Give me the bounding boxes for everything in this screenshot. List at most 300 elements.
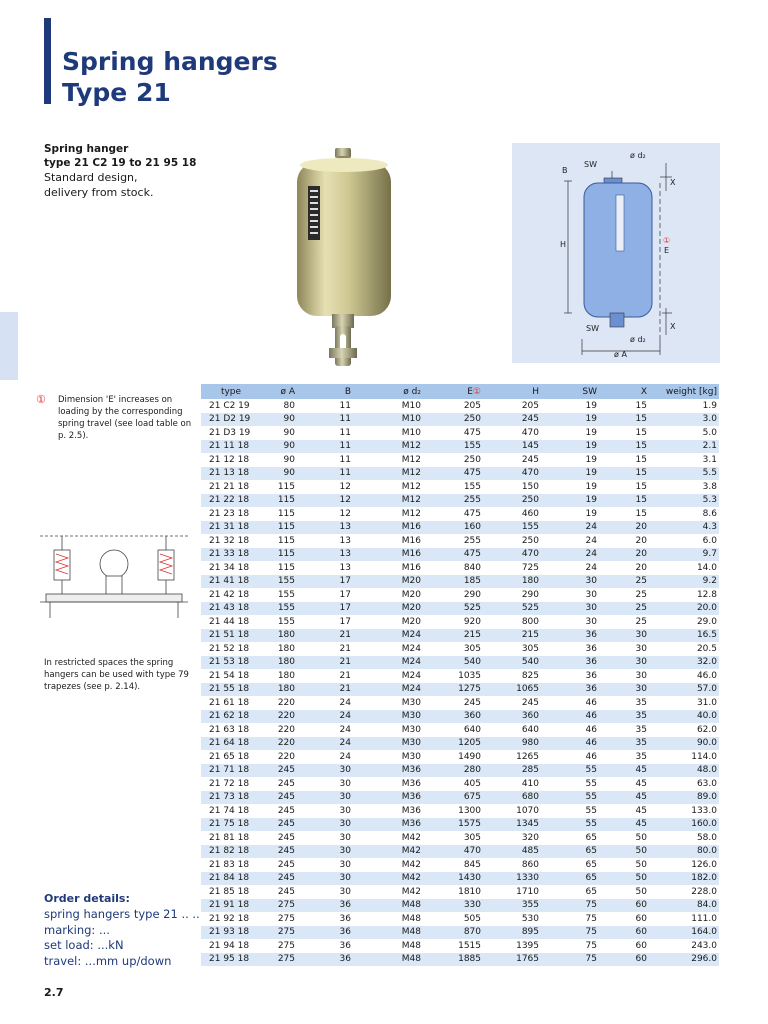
cell-weight: 5.0 bbox=[702, 427, 717, 438]
cell-d2: M10 bbox=[353, 413, 423, 427]
cell-b: 12 bbox=[297, 494, 353, 508]
cell-weight: 46.0 bbox=[696, 670, 717, 681]
cell-b: 21 bbox=[297, 683, 353, 697]
cell-b: 24 bbox=[297, 737, 353, 751]
table-row bbox=[201, 669, 719, 683]
cell-type: 21 41 18 bbox=[201, 575, 263, 589]
cell-b: 30 bbox=[297, 872, 353, 886]
table-row bbox=[201, 656, 719, 670]
table-row bbox=[201, 413, 719, 427]
cell-x: 15 bbox=[635, 427, 647, 438]
cell-e: 470 bbox=[423, 845, 483, 859]
cell-d2: M48 bbox=[401, 940, 421, 951]
cell-a: 245 bbox=[277, 859, 295, 870]
cell-x: 35 bbox=[599, 710, 649, 724]
cell-weight: 9.2 bbox=[649, 575, 719, 589]
cell-e: 305 bbox=[463, 643, 481, 654]
cell-type: 21 73 18 bbox=[201, 791, 263, 805]
cell-e: 155 bbox=[463, 481, 481, 492]
cell-x: 15 bbox=[635, 508, 647, 519]
cell-b: 12 bbox=[339, 481, 351, 492]
cell-e: 920 bbox=[463, 616, 481, 627]
cell-type: 21 D2 19 bbox=[201, 413, 263, 427]
cell-type: 21 93 18 bbox=[201, 926, 263, 940]
cell-type: 21 C2 19 bbox=[209, 400, 250, 411]
table-row bbox=[201, 602, 719, 616]
table-row bbox=[201, 467, 719, 481]
cell-type: 21 72 18 bbox=[209, 778, 250, 789]
table-row bbox=[201, 521, 719, 535]
cell-x: 30 bbox=[635, 670, 647, 681]
table-row bbox=[201, 588, 719, 602]
cell-e: 1885 bbox=[423, 953, 483, 967]
cell-sw: 36 bbox=[585, 643, 597, 654]
note-trapeze: In restricted spaces the spring hangers can be used with type 79 trapezes (see p. 2.14). bbox=[44, 658, 189, 692]
cell-type: 21 71 18 bbox=[201, 764, 263, 778]
cell-e: 525 bbox=[423, 602, 483, 616]
cell-type: 21 75 18 bbox=[201, 818, 263, 832]
header-a: ø A bbox=[263, 384, 297, 399]
cell-sw: 55 bbox=[541, 818, 599, 832]
cell-weight: 114.0 bbox=[691, 751, 717, 762]
cell-e: 1205 bbox=[423, 737, 483, 751]
table-row bbox=[201, 494, 719, 508]
cell-a: 245 bbox=[263, 845, 297, 859]
cell-sw: 75 bbox=[585, 940, 597, 951]
cell-h: 215 bbox=[483, 629, 541, 643]
cell-d2: M42 bbox=[401, 859, 421, 870]
cell-sw: 46 bbox=[541, 737, 599, 751]
cell-d2: M16 bbox=[353, 548, 423, 562]
cell-h: 145 bbox=[483, 440, 541, 454]
intro-block bbox=[44, 142, 244, 200]
cell-d2: M24 bbox=[401, 670, 421, 681]
order-heading: Order details: bbox=[44, 892, 130, 905]
cell-type: 21 52 18 bbox=[209, 643, 250, 654]
cell-x: 50 bbox=[635, 859, 647, 870]
note-dimension-e bbox=[36, 394, 196, 442]
cell-a: 180 bbox=[263, 629, 297, 643]
cell-a: 115 bbox=[277, 508, 295, 519]
cell-e: 250 bbox=[423, 413, 483, 427]
table-row bbox=[201, 629, 719, 643]
cell-b: 30 bbox=[339, 805, 351, 816]
cell-d2: M16 bbox=[353, 521, 423, 535]
order-details bbox=[44, 891, 204, 969]
cell-weight: 9.7 bbox=[649, 548, 719, 562]
cell-weight: 182.0 bbox=[649, 872, 719, 886]
cell-type: 21 55 18 bbox=[201, 683, 263, 697]
cell-type: 21 51 18 bbox=[201, 629, 263, 643]
cell-sw: 19 bbox=[585, 454, 597, 465]
cell-sw: 36 bbox=[541, 656, 599, 670]
table-row bbox=[201, 804, 719, 818]
label-sw-bottom: SW bbox=[586, 324, 599, 333]
cell-h: 825 bbox=[521, 670, 539, 681]
cell-h: 1765 bbox=[483, 953, 541, 967]
cell-type: 21 65 18 bbox=[209, 751, 250, 762]
cell-a: 275 bbox=[263, 953, 297, 967]
label-a: ø A bbox=[614, 350, 627, 359]
cell-type: 21 74 18 bbox=[209, 805, 250, 816]
cell-x: 20 bbox=[635, 535, 647, 546]
cell-x: 25 bbox=[635, 589, 647, 600]
cell-a: 245 bbox=[277, 778, 295, 789]
cell-sw: 19 bbox=[541, 494, 599, 508]
order-line-1: spring hangers type 21 .. .. bbox=[44, 907, 200, 921]
cell-d2: M36 bbox=[401, 805, 421, 816]
cell-type: 21 62 18 bbox=[201, 710, 263, 724]
header-b: B bbox=[297, 384, 353, 399]
cell-b: 13 bbox=[297, 521, 353, 535]
cell-b: 30 bbox=[297, 845, 353, 859]
cell-type: 21 91 18 bbox=[201, 899, 263, 913]
table-row bbox=[201, 440, 719, 454]
cell-type: 21 63 18 bbox=[209, 724, 250, 735]
cell-x: 30 bbox=[599, 683, 649, 697]
cell-sw: 65 bbox=[585, 832, 597, 843]
title-line-1: Spring hangers bbox=[62, 47, 278, 76]
cell-a: 155 bbox=[277, 616, 295, 627]
cell-weight: 126.0 bbox=[691, 859, 717, 870]
cell-weight: 32.0 bbox=[649, 656, 719, 670]
cell-h: 525 bbox=[483, 602, 541, 616]
cell-e: 505 bbox=[463, 913, 481, 924]
cell-h: 860 bbox=[521, 859, 539, 870]
cell-h: 1065 bbox=[483, 683, 541, 697]
page-number: 2.7 bbox=[44, 986, 64, 999]
label-d2-top: ø d₂ bbox=[630, 151, 646, 160]
cell-weight: 20.5 bbox=[696, 643, 717, 654]
cell-weight: 296.0 bbox=[649, 953, 719, 967]
cell-b: 13 bbox=[339, 535, 351, 546]
cell-sw: 30 bbox=[585, 589, 597, 600]
table-row bbox=[201, 872, 719, 886]
cell-e: 475 bbox=[463, 508, 481, 519]
cell-x: 50 bbox=[635, 886, 647, 897]
cell-b: 21 bbox=[339, 643, 351, 654]
cell-b: 17 bbox=[297, 575, 353, 589]
label-e-marker: ① bbox=[663, 236, 671, 245]
cell-h: 470 bbox=[483, 467, 541, 481]
cell-d2: M24 bbox=[353, 656, 423, 670]
cell-d2: M30 bbox=[401, 724, 421, 735]
cell-weight: 16.5 bbox=[649, 629, 719, 643]
cell-h: 640 bbox=[521, 724, 539, 735]
label-b: B bbox=[562, 166, 568, 175]
table-header-row bbox=[201, 384, 719, 399]
cell-h: 155 bbox=[483, 521, 541, 535]
cell-x: 60 bbox=[635, 940, 647, 951]
cell-weight: 3.0 bbox=[649, 413, 719, 427]
cell-sw: 55 bbox=[541, 764, 599, 778]
cell-d2: M12 bbox=[353, 440, 423, 454]
cell-d2: M42 bbox=[401, 832, 421, 843]
cell-x: 35 bbox=[635, 751, 647, 762]
cell-b: 36 bbox=[297, 899, 353, 913]
table-row bbox=[201, 561, 719, 575]
cell-b: 30 bbox=[339, 832, 351, 843]
cell-e: 205 bbox=[463, 400, 481, 411]
cell-a: 220 bbox=[263, 737, 297, 751]
table-row bbox=[201, 710, 719, 724]
cell-e: 845 bbox=[463, 859, 481, 870]
cell-weight: 2.1 bbox=[649, 440, 719, 454]
cell-e: 245 bbox=[463, 697, 481, 708]
label-x-top: X bbox=[670, 178, 676, 187]
cell-x: 60 bbox=[599, 899, 649, 913]
cell-a: 155 bbox=[263, 602, 297, 616]
cell-e: 215 bbox=[423, 629, 483, 643]
cell-a: 245 bbox=[277, 832, 295, 843]
cell-d2: M42 bbox=[353, 872, 423, 886]
table-row bbox=[201, 480, 719, 494]
order-line-4: travel: ...mm up/down bbox=[44, 953, 172, 968]
cell-h: 250 bbox=[483, 494, 541, 508]
table-row bbox=[201, 777, 719, 791]
cell-b: 30 bbox=[339, 778, 351, 789]
cell-type: 21 95 18 bbox=[201, 953, 263, 967]
cell-b: 11 bbox=[339, 400, 351, 411]
cell-b: 36 bbox=[339, 940, 351, 951]
cell-weight: 29.0 bbox=[696, 616, 717, 627]
cell-x: 60 bbox=[599, 953, 649, 967]
cell-d2: M20 bbox=[353, 602, 423, 616]
cell-type: 21 23 18 bbox=[209, 508, 250, 519]
cell-b: 11 bbox=[297, 413, 353, 427]
cell-a: 245 bbox=[277, 805, 295, 816]
cell-type: 21 92 18 bbox=[209, 913, 250, 924]
cell-d2: M30 bbox=[353, 710, 423, 724]
header-d2: ø d₂ bbox=[353, 384, 423, 399]
cell-sw: 30 bbox=[585, 616, 597, 627]
cell-d2: M12 bbox=[401, 508, 421, 519]
cell-type: 21 32 18 bbox=[209, 535, 250, 546]
cell-weight: 8.6 bbox=[702, 508, 717, 519]
cell-sw: 65 bbox=[541, 845, 599, 859]
label-d2-bottom: ø d₂ bbox=[630, 335, 646, 344]
cell-sw: 36 bbox=[541, 683, 599, 697]
cell-type: 21 34 18 bbox=[209, 562, 250, 573]
cell-a: 90 bbox=[263, 467, 297, 481]
cell-weight: 57.0 bbox=[649, 683, 719, 697]
cell-weight: 40.0 bbox=[649, 710, 719, 724]
cell-a: 115 bbox=[263, 548, 297, 562]
cell-a: 245 bbox=[277, 886, 295, 897]
cell-weight: 20.0 bbox=[649, 602, 719, 616]
cell-sw: 19 bbox=[585, 481, 597, 492]
cell-h: 410 bbox=[521, 778, 539, 789]
dimension-drawing-svg bbox=[512, 143, 720, 363]
cell-h: 800 bbox=[521, 616, 539, 627]
cell-e: 360 bbox=[423, 710, 483, 724]
cell-a: 180 bbox=[263, 683, 297, 697]
cell-b: 30 bbox=[339, 886, 351, 897]
table-row bbox=[201, 750, 719, 764]
cell-b: 30 bbox=[297, 818, 353, 832]
cell-h: 245 bbox=[521, 697, 539, 708]
cell-sw: 24 bbox=[585, 562, 597, 573]
cell-sw: 75 bbox=[541, 926, 599, 940]
cell-sw: 24 bbox=[541, 521, 599, 535]
cell-h: 485 bbox=[483, 845, 541, 859]
note-marker-icon: ① bbox=[36, 393, 46, 406]
cell-e: 255 bbox=[423, 494, 483, 508]
cell-sw: 75 bbox=[541, 953, 599, 967]
cell-weight: 1.9 bbox=[702, 400, 717, 411]
cell-h: 895 bbox=[483, 926, 541, 940]
cell-h: 680 bbox=[483, 791, 541, 805]
cell-sw: 65 bbox=[585, 886, 597, 897]
cell-d2: M12 bbox=[353, 467, 423, 481]
table-row bbox=[201, 939, 719, 953]
cell-a: 80 bbox=[283, 400, 295, 411]
cell-a: 155 bbox=[263, 575, 297, 589]
cell-type: 21 53 18 bbox=[201, 656, 263, 670]
cell-x: 15 bbox=[635, 481, 647, 492]
order-line-3: set load: ...kN bbox=[44, 938, 124, 952]
cell-sw: 19 bbox=[541, 467, 599, 481]
intro-heading-1: Spring hanger bbox=[44, 143, 129, 155]
cell-b: 36 bbox=[339, 913, 351, 924]
table-row bbox=[201, 696, 719, 710]
header-e-label: E bbox=[467, 386, 473, 397]
cell-sw: 46 bbox=[541, 710, 599, 724]
cell-a: 245 bbox=[263, 818, 297, 832]
cell-type: 21 61 18 bbox=[209, 697, 250, 708]
cell-weight: 6.0 bbox=[702, 535, 717, 546]
cell-weight: 5.5 bbox=[649, 467, 719, 481]
cell-e: 1430 bbox=[423, 872, 483, 886]
cell-x: 20 bbox=[599, 521, 649, 535]
table-row bbox=[201, 845, 719, 859]
cell-sw: 46 bbox=[585, 751, 597, 762]
cell-e: 1035 bbox=[458, 670, 481, 681]
cell-h: 980 bbox=[483, 737, 541, 751]
header-h: H bbox=[483, 384, 541, 399]
cell-d2: M36 bbox=[353, 764, 423, 778]
cell-weight: 160.0 bbox=[649, 818, 719, 832]
cell-type: 21 83 18 bbox=[209, 859, 250, 870]
cell-weight: 243.0 bbox=[691, 940, 717, 951]
cell-a: 245 bbox=[263, 791, 297, 805]
cell-e: 640 bbox=[463, 724, 481, 735]
cell-b: 11 bbox=[297, 467, 353, 481]
cell-d2: M30 bbox=[401, 697, 421, 708]
cell-h: 540 bbox=[483, 656, 541, 670]
cell-x: 15 bbox=[599, 440, 649, 454]
cell-type: 21 11 18 bbox=[201, 440, 263, 454]
cell-a: 180 bbox=[277, 670, 295, 681]
table-row bbox=[201, 899, 719, 913]
cell-h: 250 bbox=[521, 535, 539, 546]
cell-a: 155 bbox=[277, 589, 295, 600]
cell-b: 30 bbox=[297, 764, 353, 778]
cell-x: 30 bbox=[599, 629, 649, 643]
cell-sw: 65 bbox=[541, 872, 599, 886]
cell-e: 870 bbox=[423, 926, 483, 940]
cell-a: 220 bbox=[277, 751, 295, 762]
cell-b: 11 bbox=[339, 454, 351, 465]
cell-sw: 19 bbox=[541, 440, 599, 454]
cell-x: 45 bbox=[599, 818, 649, 832]
cell-x: 45 bbox=[599, 791, 649, 805]
cell-x: 45 bbox=[635, 805, 647, 816]
cell-type: 21 84 18 bbox=[201, 872, 263, 886]
cell-h: 285 bbox=[483, 764, 541, 778]
cell-type: 21 94 18 bbox=[209, 940, 250, 951]
cell-b: 36 bbox=[297, 926, 353, 940]
cell-e: 280 bbox=[423, 764, 483, 778]
cell-h: 320 bbox=[521, 832, 539, 843]
cell-type: 21 D3 19 bbox=[209, 427, 251, 438]
side-tab-marker bbox=[0, 312, 18, 380]
cell-d2: M36 bbox=[353, 818, 423, 832]
cell-d2: M42 bbox=[401, 886, 421, 897]
cell-type: 21 43 18 bbox=[201, 602, 263, 616]
cell-weight: 80.0 bbox=[649, 845, 719, 859]
cell-e: 475 bbox=[423, 467, 483, 481]
cell-h: 360 bbox=[483, 710, 541, 724]
spring-hanger-photo bbox=[292, 148, 396, 374]
cell-weight: 58.0 bbox=[696, 832, 717, 843]
title-line-2: Type 21 bbox=[62, 78, 171, 107]
note-dimension-e-text: Dimension 'E' increases on loading by the corresponding spring travel (see load table on p. 2.5). bbox=[58, 395, 192, 441]
cell-h: 1710 bbox=[516, 886, 539, 897]
cell-weight: 164.0 bbox=[649, 926, 719, 940]
cell-sw: 75 bbox=[541, 899, 599, 913]
cell-x: 50 bbox=[635, 832, 647, 843]
cell-a: 220 bbox=[277, 697, 295, 708]
table-row bbox=[201, 764, 719, 778]
cell-h: 245 bbox=[521, 454, 539, 465]
cell-b: 17 bbox=[339, 616, 351, 627]
table-row bbox=[201, 399, 719, 413]
cell-d2: M20 bbox=[401, 616, 421, 627]
cell-b: 30 bbox=[339, 859, 351, 870]
cell-x: 25 bbox=[635, 616, 647, 627]
cell-e: 1515 bbox=[458, 940, 481, 951]
cell-d2: M12 bbox=[353, 494, 423, 508]
cell-b: 24 bbox=[339, 697, 351, 708]
cell-a: 275 bbox=[263, 926, 297, 940]
cell-d2: M48 bbox=[353, 953, 423, 967]
spec-table-body bbox=[201, 399, 719, 966]
cell-sw: 30 bbox=[541, 575, 599, 589]
cell-h: 355 bbox=[483, 899, 541, 913]
cell-h: 1265 bbox=[516, 751, 539, 762]
cell-d2: M10 bbox=[401, 427, 421, 438]
dimension-drawing bbox=[512, 143, 720, 363]
cell-h: 470 bbox=[483, 548, 541, 562]
page-title bbox=[62, 46, 278, 108]
cell-a: 90 bbox=[263, 440, 297, 454]
cell-sw: 36 bbox=[541, 629, 599, 643]
cell-e: 1810 bbox=[458, 886, 481, 897]
cell-a: 115 bbox=[263, 494, 297, 508]
cell-x: 15 bbox=[599, 494, 649, 508]
cell-type: 21 12 18 bbox=[209, 454, 250, 465]
cell-d2: M20 bbox=[401, 589, 421, 600]
label-h: H bbox=[560, 240, 567, 249]
cell-e: 475 bbox=[463, 427, 481, 438]
cell-x: 15 bbox=[599, 413, 649, 427]
cell-a: 90 bbox=[283, 427, 295, 438]
cell-x: 30 bbox=[599, 656, 649, 670]
title-accent-bar bbox=[44, 18, 51, 104]
cell-sw: 36 bbox=[585, 670, 597, 681]
cell-e: 405 bbox=[463, 778, 481, 789]
